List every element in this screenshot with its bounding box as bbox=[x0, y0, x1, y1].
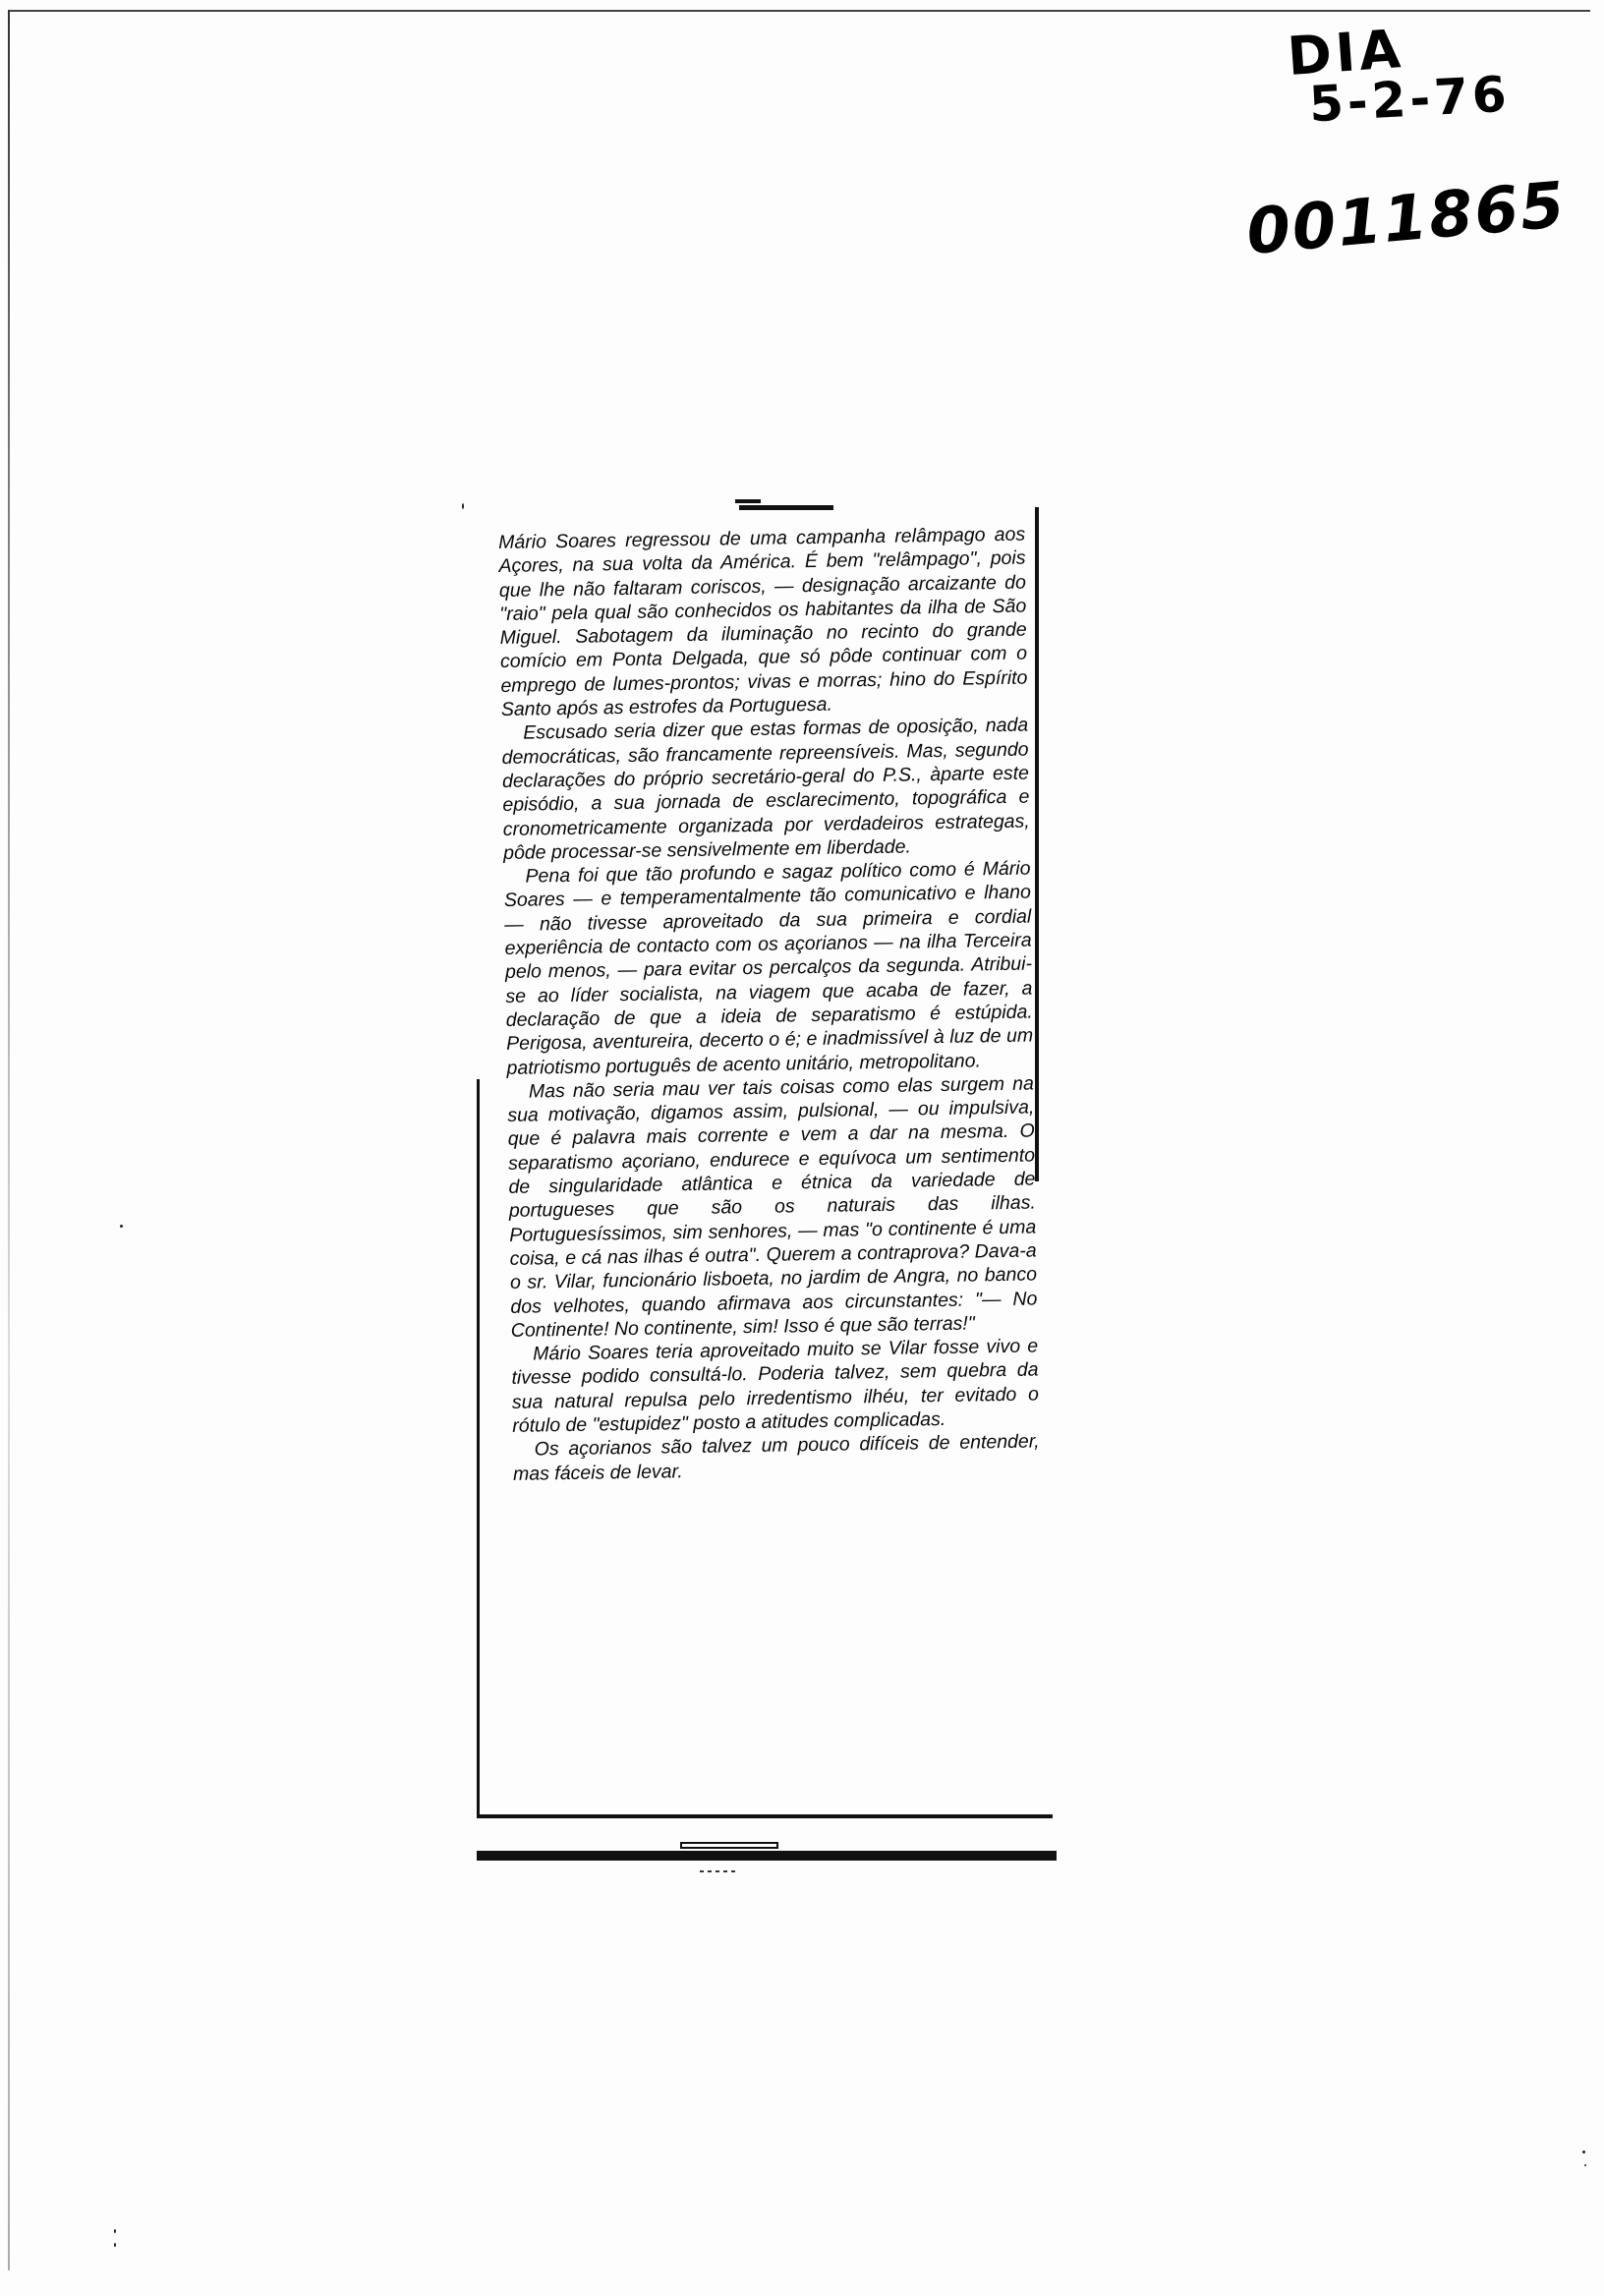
article-paragraph: Escusado seria dizer que estas formas de oposição, nada democráticas, são francamente repreensíveis. Mas, segundo declarações do próprio secretário-geral do P.S., àparte este episódio, a sua jornada de esclarecimento, topográfica e cronometricamente organizada por verdadeiros estrategas, pôde processar-se sensivelmente em liberdade. bbox=[501, 714, 1030, 864]
scan-speck bbox=[1584, 2164, 1586, 2166]
clipping-top-ornament bbox=[735, 499, 833, 509]
scan-speck bbox=[120, 1225, 123, 1228]
article-paragraph: Mário Soares teria aproveitado muito se Vilar fosse vivo e tivesse podido consultá-lo. Poderia talvez, sem quebra da sua natural repulsa pelo irredentismo ilhéu, ter evitado o rótulo de "estupidez" posto a atitudes complicadas. bbox=[511, 1335, 1040, 1437]
handwritten-date-annotation: 5-2-76 bbox=[1307, 65, 1513, 134]
column-rule-left bbox=[477, 1079, 480, 1816]
clipping-bottom-thick-rule bbox=[477, 1851, 1057, 1861]
clipping-bottom-ornament bbox=[680, 1842, 778, 1849]
scan-speck bbox=[114, 2229, 116, 2233]
clipping-bottom-rule bbox=[477, 1814, 1053, 1818]
article-paragraph: Pena foi que tão profundo e sagaz político como é Mário Soares — e temperamentalmente tão comunicativo e lhano — não tivesse aproveitado da sua primeira e cordial experiência de contacto com os açorianos — na ilha Terceira pelo menos, — para evitar os percalços da segunda. Atribui-se ao líder socialista, na viagem que acaba de fazer, a declaração de que a ideia de separatismo é estúpida. Perigosa, aventureira, decerto o é; e inadmissível à luz de um patriotismo português de acento unitário, metropolitano. bbox=[503, 857, 1034, 1079]
ornament-bar bbox=[735, 499, 761, 503]
scan-edge-left bbox=[8, 10, 10, 2270]
scan-speck bbox=[1582, 2151, 1585, 2153]
article-closing-paragraph: Os açorianos são talvez um pouco difíceis de entender, mas fáceis de levar. bbox=[512, 1430, 1040, 1485]
column-rule-right bbox=[1035, 507, 1039, 1181]
scan-speck bbox=[114, 2243, 116, 2247]
handwritten-source-annotation: DIA bbox=[1285, 17, 1406, 88]
newspaper-article bbox=[498, 523, 1040, 1486]
article-paragraph: Mário Soares regressou de uma campanha relâmpago aos Açores, na sua volta da América. É bem "relâmpago", pois que lhe não faltaram coriscos, — designação arcaizante do "raio" pela qual são conhecidos os habitantes da ilha de São Miguel. Sabotagem da iluminação no recinto do grande comício em Ponta Delgada, que só pôde continuar com o emprego de lumes-prontos; vivas e morras; hino do Espírito Santo após as estrofes da Portuguesa. bbox=[498, 523, 1028, 721]
scan-speck bbox=[462, 503, 464, 509]
scan-edge-top bbox=[8, 10, 1590, 12]
ornament-bar bbox=[739, 505, 833, 510]
clipping-bottom-dash bbox=[700, 1870, 739, 1872]
handwritten-archive-number: 0011865 bbox=[1243, 168, 1570, 270]
article-paragraph: Mas não seria mau ver tais coisas como elas surgem na sua motivação, digamos assim, pulsional, — ou impulsiva, que é palavra mais corrente e vem a dar na mesma. O separatismo açoriano, endurece e equívoca um sentimento de singularidade atlântica e étnica da variedade de portugueses que são os naturais das ilhas. Portuguesíssimos, sim senhores, — mas "o continente é uma coisa, e cá nas ilhas é outra". Querem a contraprova? Dava-a o sr. Vilar, funcionário lisboeta, no jardim de Angra, no banco dos velhotes, quando afirmava aos circunstantes: "— No Continente! No continente, sim! Isso é que são terras!" bbox=[507, 1072, 1038, 1342]
